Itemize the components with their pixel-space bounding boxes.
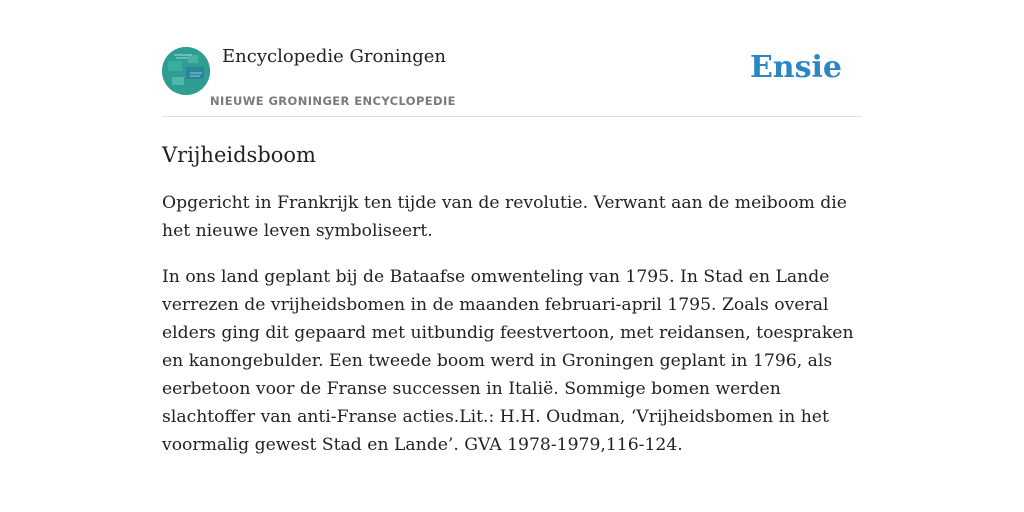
- article: [162, 140, 862, 477]
- article-paragraph: Opgericht in Frankrijk ten tijde van de revolutie. Verwant aan de meiboom die het nieuwe leven symboliseert.: [162, 193, 847, 241]
- encyclopedia-cover-icon[interactable]: [162, 47, 210, 95]
- article-paragraph: In ons land geplant bij de Bataafse omwenteling van 1795. In Stad en Lande verrezen de vrijheidsbomen in de maanden februari-april 1795. Zoals overal elders ging dit gepaard met uitbundig feestvertoon, met reidansen, toespraken en kanongebulder. Een tweede boom werd in Groningen geplant in 1796, als eerbetoon voor de Franse successen in Italië. Sommige bomen werden slachtoffer van anti-Franse acties.Lit.: H.H. Oudman, ‘Vrijheidsbomen in het voormalig gewest Stad en Lande’. GVA 1978-1979,116-124.: [162, 267, 854, 455]
- source-title[interactable]: Encyclopedie Groningen: [222, 46, 447, 67]
- article-title: Vrijheidsboom: [162, 143, 316, 167]
- brand-logo[interactable]: Ensie: [749, 50, 842, 85]
- source-header: [162, 44, 862, 117]
- source-subtitle: NIEUWE GRONINGER ENCYCLOPEDIE: [210, 94, 456, 108]
